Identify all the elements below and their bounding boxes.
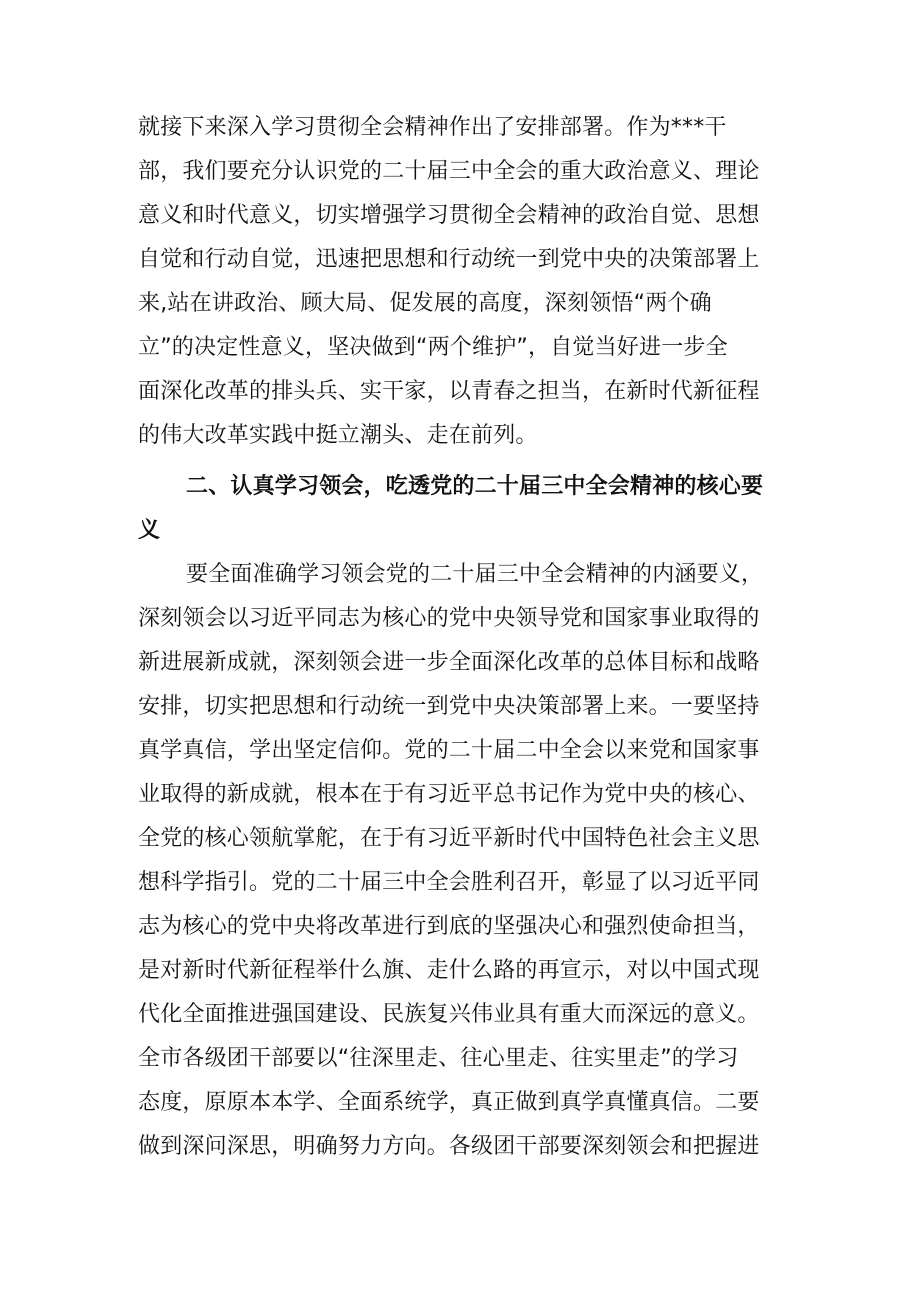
body-text-line: 深刻领会以习近平同志为核心的党中央领导党和国家事业取得的: [138, 606, 760, 631]
body-text-line: 安排，切实把思想和行动统一到党中央决策部署上来。一要坚持: [138, 694, 760, 719]
body-text-line: 是对新时代新征程举什么旗、走什么路的再宣示，对以中国式现: [138, 958, 760, 983]
body-text-line: 部，我们要充分认识党的二十届三中全会的重大政治意义、理论: [138, 159, 760, 184]
body-text-line: 来,站在讲政治、顾大局、促发展的高度，深刻领悟“两个确: [138, 291, 712, 316]
body-text-line: 做到深问深思，明确努力方向。各级团干部要深刻领会和把握进: [138, 1134, 760, 1159]
body-text-line: 立”的决定性意义，坚决做到“两个维护”，自觉当好进一步全: [138, 335, 728, 360]
body-text-line: 代化全面推进强国建设、民族复兴伟业具有重大而深远的意义。: [138, 1002, 760, 1027]
section-heading: 二、认真学习领会，吃透党的二十届三中全会精神的核心要: [186, 474, 764, 499]
body-text-line: 业取得的新成就，根本在于有习近平总书记作为党中央的核心、: [138, 782, 760, 807]
body-text-line: 全市各级团干部要以“往深里走、往心里走、往实里走”的学习: [138, 1046, 739, 1071]
body-text-line: 面深化改革的排头兵、实干家，以青春之担当，在新时代新征程: [138, 379, 760, 404]
body-text-line: 志为核心的党中央将改革进行到底的坚强决心和强烈使命担当，: [138, 914, 760, 939]
body-text-line: 全党的核心领航掌舵，在于有习近平新时代中国特色社会主义思: [138, 826, 760, 851]
body-text-line: 自觉和行动自觉，迅速把思想和行动统一到党中央的决策部署上: [138, 247, 760, 272]
section-heading-continuation: 义: [138, 518, 161, 543]
body-text-line: 态度，原原本本学、全面系统学，真正做到真学真懂真信。二要: [138, 1090, 760, 1115]
body-text-line: 意义和时代意义，切实增强学习贯彻全会精神的政治自觉、思想: [138, 203, 760, 228]
body-text-line: 真学真信，学出坚定信仰。党的二十届二中全会以来党和国家事: [138, 738, 760, 763]
body-text-line: 的伟大改革实践中挺立潮头、走在前列。: [138, 423, 538, 448]
body-text-line: 就接下来深入学习贯彻全会精神作出了安排部署。作为***干: [138, 115, 727, 140]
body-text-line: 新进展新成就，深刻领会进一步全面深化改革的总体目标和战略: [138, 650, 760, 675]
body-text-line: 想科学指引。党的二十届三中全会胜利召开，彰显了以习近平同: [138, 870, 760, 895]
body-text-line: 要全面准确学习领会党的二十届三中全会精神的内涵要义，: [186, 562, 764, 587]
